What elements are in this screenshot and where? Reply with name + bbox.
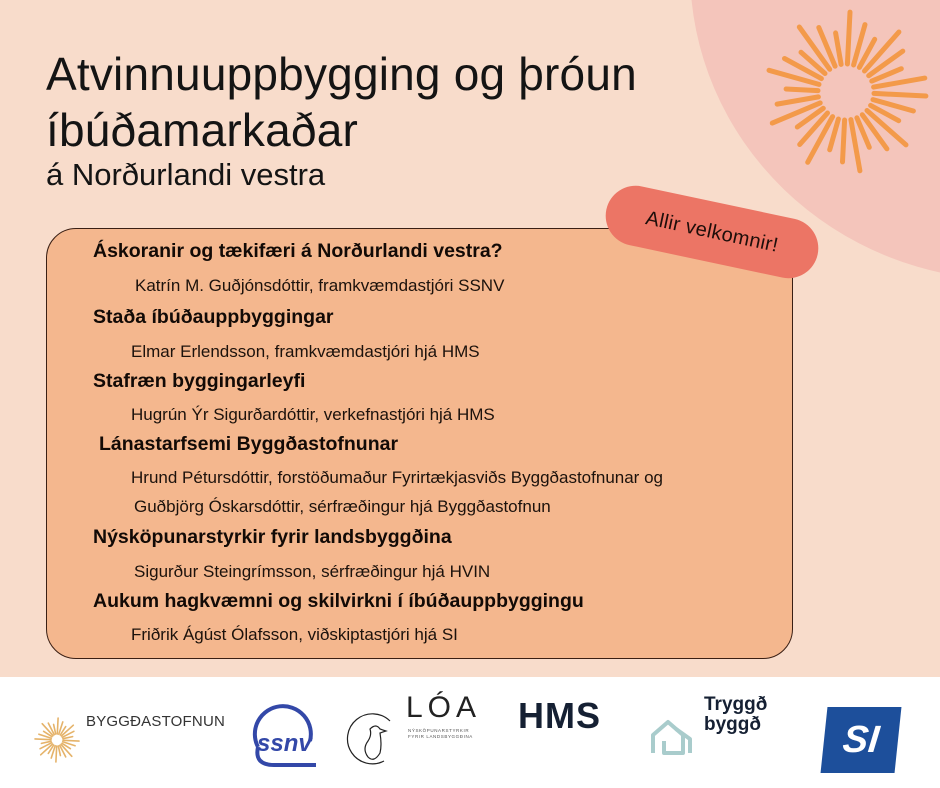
welcome-badge-label: Allir velkomnir! bbox=[643, 206, 781, 257]
sunburst-icon bbox=[762, 8, 930, 176]
logo-byggdastofnun-text: BYGGÐASTOFNUN bbox=[86, 713, 226, 730]
program-item-speaker: Hrund Pétursdóttir, forstöðumaður Fyrirtækjasviðs Byggðastofnunar og bbox=[131, 468, 663, 487]
sunburst-icon bbox=[34, 717, 80, 763]
bird-icon bbox=[346, 711, 402, 769]
title-line-1: Atvinnuuppbygging og þróun bbox=[46, 48, 637, 100]
house-icon bbox=[650, 717, 696, 757]
page-title bbox=[46, 46, 637, 158]
program-item-speaker: Sigurður Steingrímsson, sérfræðingur hjá HVIN bbox=[134, 562, 491, 581]
logo-loa-subtext: NÝSKÖPUNARSTYRKIR FYRIR LANDSBYGGÐINA bbox=[408, 728, 473, 739]
logo-loa-text: LÓA bbox=[406, 691, 482, 724]
page-subtitle: á Norðurlandi vestra bbox=[46, 157, 326, 192]
title-line-2: íbúðamarkaðar bbox=[46, 104, 358, 156]
logo-hms: HMS bbox=[518, 695, 601, 736]
program-item-title: Stafræn byggingarleyfi bbox=[93, 370, 306, 392]
ssnv-logo-icon bbox=[244, 703, 320, 771]
program-item-speaker: Friðrik Ágúst Ólafsson, viðskiptastjóri hjá SI bbox=[131, 625, 458, 644]
logo-byggdastofnun bbox=[0, 677, 226, 788]
program-box bbox=[46, 228, 793, 659]
program-item-title: Lánastarfsemi Byggðastofnunar bbox=[99, 433, 399, 455]
program-item-title: Nýsköpunarstyrkir fyrir landsbyggðina bbox=[93, 526, 452, 548]
svg-text:ssnv: ssnv bbox=[257, 730, 312, 757]
program-item-speaker: Elmar Erlendsson, framkvæmdastjóri hjá HMS bbox=[131, 342, 480, 361]
program-item-speaker: Katrín M. Guðjónsdóttir, framkvæmdastjóri SSNV bbox=[135, 276, 505, 295]
program-item-title: Staða íbúðauppbyggingar bbox=[93, 306, 334, 328]
program-item-speaker: Hugrún Ýr Sigurðardóttir, verkefnastjóri hjá HMS bbox=[131, 405, 495, 424]
logo-si: SI bbox=[821, 707, 902, 773]
program-item-title: Aukum hagkvæmni og skilvirkni í íbúðauppbyggingu bbox=[93, 590, 584, 612]
sponsor-footer bbox=[0, 677, 940, 788]
logo-tryggd-byggd: Tryggð byggð bbox=[704, 694, 768, 735]
program-item-speaker-2: Guðbjörg Óskarsdóttir, sérfræðingur hjá Byggðastofnun bbox=[134, 497, 551, 516]
program-item-title: Áskoranir og tækifæri á Norðurlandi vestra? bbox=[93, 240, 503, 262]
